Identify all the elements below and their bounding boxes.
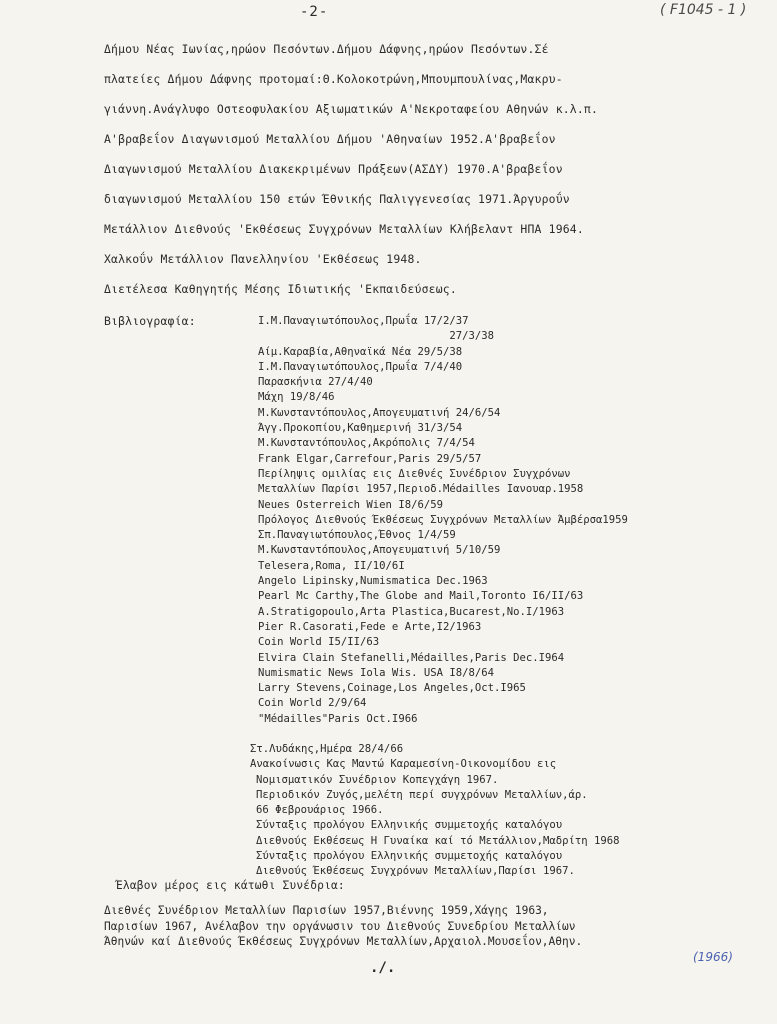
bibliography-entry: Μ.Κωνσταντόπουλος,Ακρόπολις 7/4/54: [258, 437, 475, 450]
works-entry: Σύνταξις προλόγου Ελληνικής συμμετοχής καταλόγου: [256, 850, 563, 863]
bibliography-entry: Numismatic News Iola Wis. USA I8/8/64: [258, 666, 494, 679]
bibliography-entry: Coin World I5/II/63: [258, 636, 380, 649]
bibliography-entry: Σπ.Παναγιωτόπουλος,Έθνος 1/4/59: [258, 529, 456, 542]
conferences-title: Έλαβον μέρος εις κάτωθι Συνέδρια:: [116, 879, 345, 892]
conferences-line: Διεθνές Συνέδριον Μεταλλίων Παρισίων 1957,Βιέννης 1959,Χάγης 1963,: [104, 904, 549, 917]
intro-line: πλατείες Δήμου Δάφνης προτομαί:Θ.Κολοκοτρώνη,Μπουμπουλίνας,Μακρυ-: [104, 72, 563, 86]
intro-line: γιάννη.Ανάγλυφο Οστεοφυλακίου Αξιωματικών Α'Νεκροταφείου Αθηνών κ.λ.π.: [104, 102, 599, 116]
works-entry: Περιοδικόν Ζυγός,μελέτη περί συγχρόνων Μεταλλίων,άρ.: [256, 788, 588, 801]
works-entry: Σύνταξις προλόγου Ελληνικής συμμετοχής καταλόγου: [256, 819, 563, 832]
intro-line: Διαγωνισμού Μεταλλίου Διακεκριμένων Πράξεων(ΑΣΔΥ) 1970.Α'βραβεΐον: [104, 162, 563, 176]
end-mark: ./.: [370, 960, 396, 976]
bibliography-label: Βιβλιογραφία:: [104, 314, 196, 328]
works-list: [250, 742, 765, 880]
bibliography-entry: Elvira Clain Stefanelli,Médailles,Paris Dec.I964: [258, 651, 565, 664]
conferences-line: Παρισίων 1967, Ανέλαβον την οργάνωσιν του Διεθνούς Συνεδρίου Μεταλλίων: [104, 919, 576, 933]
bibliography-entry: Μ.Κωνσταντόπουλος,Απογευματινή 24/6/54: [258, 406, 501, 419]
works-entry: 66 Φεβρουάριος 1966.: [256, 804, 384, 817]
bibliography-entry: Μεταλλίων Παρίσι 1957,Περιοδ.Médailles Ιανουαρ.1958: [258, 483, 584, 496]
works-entry: Διεθνούς Εκθέσεως Η Γυναίκα καί τό Μετάλλιον,Μαδρίτη 1968: [256, 834, 620, 847]
intro-line: διαγωνισμού Μεταλλίου 150 ετών Έθνικής Παλιγγενεσίας 1971.Άργυροΰν: [104, 192, 570, 206]
bibliography-entry: Παρασκήνια 27/4/40: [258, 376, 373, 389]
intro-line: Μετάλλιον Διεθνούς 'Εκθέσεως Συγχρόνων Μεταλλίων Κλήβελαντ ΗΠΑ 1964.: [104, 222, 584, 236]
intro-line: Χαλκοΰν Μετάλλιον Πανελληνίου 'Εκθέσεως 1948.: [104, 252, 422, 266]
bibliography-list: [258, 314, 763, 727]
intro-line: Δήμου Νέας Ιωνίας,ηρώον Πεσόντων.Δήμου Δάφνης,ηρώον Πεσόντων.Σέ: [104, 42, 549, 56]
bibliography-entry: "Médailles"Paris Oct.I966: [258, 712, 418, 725]
bibliography-entry: Ι.Μ.Παναγιωτόπουλος,Πρωΐα 17/2/37: [258, 315, 469, 327]
bibliography-entry: Neues Osterreich Wien I8/6/59: [258, 498, 443, 511]
bibliography-entry: Μάχη 19/8/46: [258, 391, 335, 404]
bibliography-entry: Frank Elgar,Carrefour,Paris 29/5/57: [258, 452, 482, 465]
works-entry: Νομισματικόν Συνέδριον Κοπεγχάγη 1967.: [256, 773, 499, 786]
intro-line: Α'βραβεΐον Διαγωνισμού Μεταλλίου Δήμου 'Αθηναίων 1952.Α'βραβεΐον: [104, 132, 556, 146]
bibliography-entry: Coin World 2/9/64: [258, 697, 367, 710]
bibliography-entry: Ι.Μ.Παναγιωτόπουλος,Πρωΐα 7/4/40: [258, 360, 463, 373]
bibliography-entry: 27/3/38: [258, 330, 494, 343]
bibliography-entry: Άγγ.Προκοπίου,Καθημερινή 31/3/54: [258, 422, 463, 435]
bibliography-entry: Pier R.Casorati,Fede e Arte,I2/1963: [258, 620, 482, 633]
works-entry: Διεθνούς Έκθέσεως Συγχρόνων Μεταλλίων,Παρίσι 1967.: [256, 865, 575, 878]
works-entry: Ανακοίνωσις Κας Μαντώ Καραμεσίνη-Οικονομίδου εις: [250, 758, 557, 771]
handwritten-note: (1966): [693, 950, 733, 964]
bibliography-entry: Pearl Mc Carthy,The Globe and Mail,Toronto I6/II/63: [258, 590, 584, 603]
page-number: -2-: [300, 4, 329, 20]
bibliography-entry: Περίληψις ομιλίας εις Διεθνές Συνέδριον Συγχρόνων: [258, 467, 571, 480]
bibliography-entry: Αίμ.Καραβία,Αθηναϊκά Νέα 29/5/38: [258, 345, 463, 358]
intro-line: Διετέλεσα Καθηγητής Μέσης Ιδιωτικής 'Εκπαιδεύσεως.: [104, 282, 457, 296]
bibliography-entry: A.Stratigopoulo,Arta Plastica,Bucarest,No.I/1963: [258, 605, 565, 618]
bibliography-entry: Larry Stevens,Coinage,Los Angeles,Oct.I965: [258, 682, 526, 695]
conferences-line: Άθηνών καί Διεθνούς Έκθέσεως Συγχρόνων Μεταλλίων,Αρχαιολ.Μουσεΐον,Αθην.: [104, 935, 583, 949]
bibliography-entry: Telesera,Roma, II/10/6I: [258, 559, 405, 572]
bibliography-entry: Angelo Lipinsky,Numismatica Dec.1963: [258, 575, 488, 588]
bibliography-entry: Πρόλογος Διεθνούς Έκθέσεως Συγχρόνων Μεταλλίων Άμβέρσα1959: [258, 513, 628, 526]
archive-reference: ( F1045 - 1 ): [660, 2, 747, 18]
works-entry: Στ.Λυδάκης,Ημέρα 28/4/66: [250, 743, 404, 755]
bibliography-entry: Μ.Κωνσταντόπουλος,Απογευματινή 5/10/59: [258, 544, 501, 557]
conferences-text: [104, 903, 769, 950]
